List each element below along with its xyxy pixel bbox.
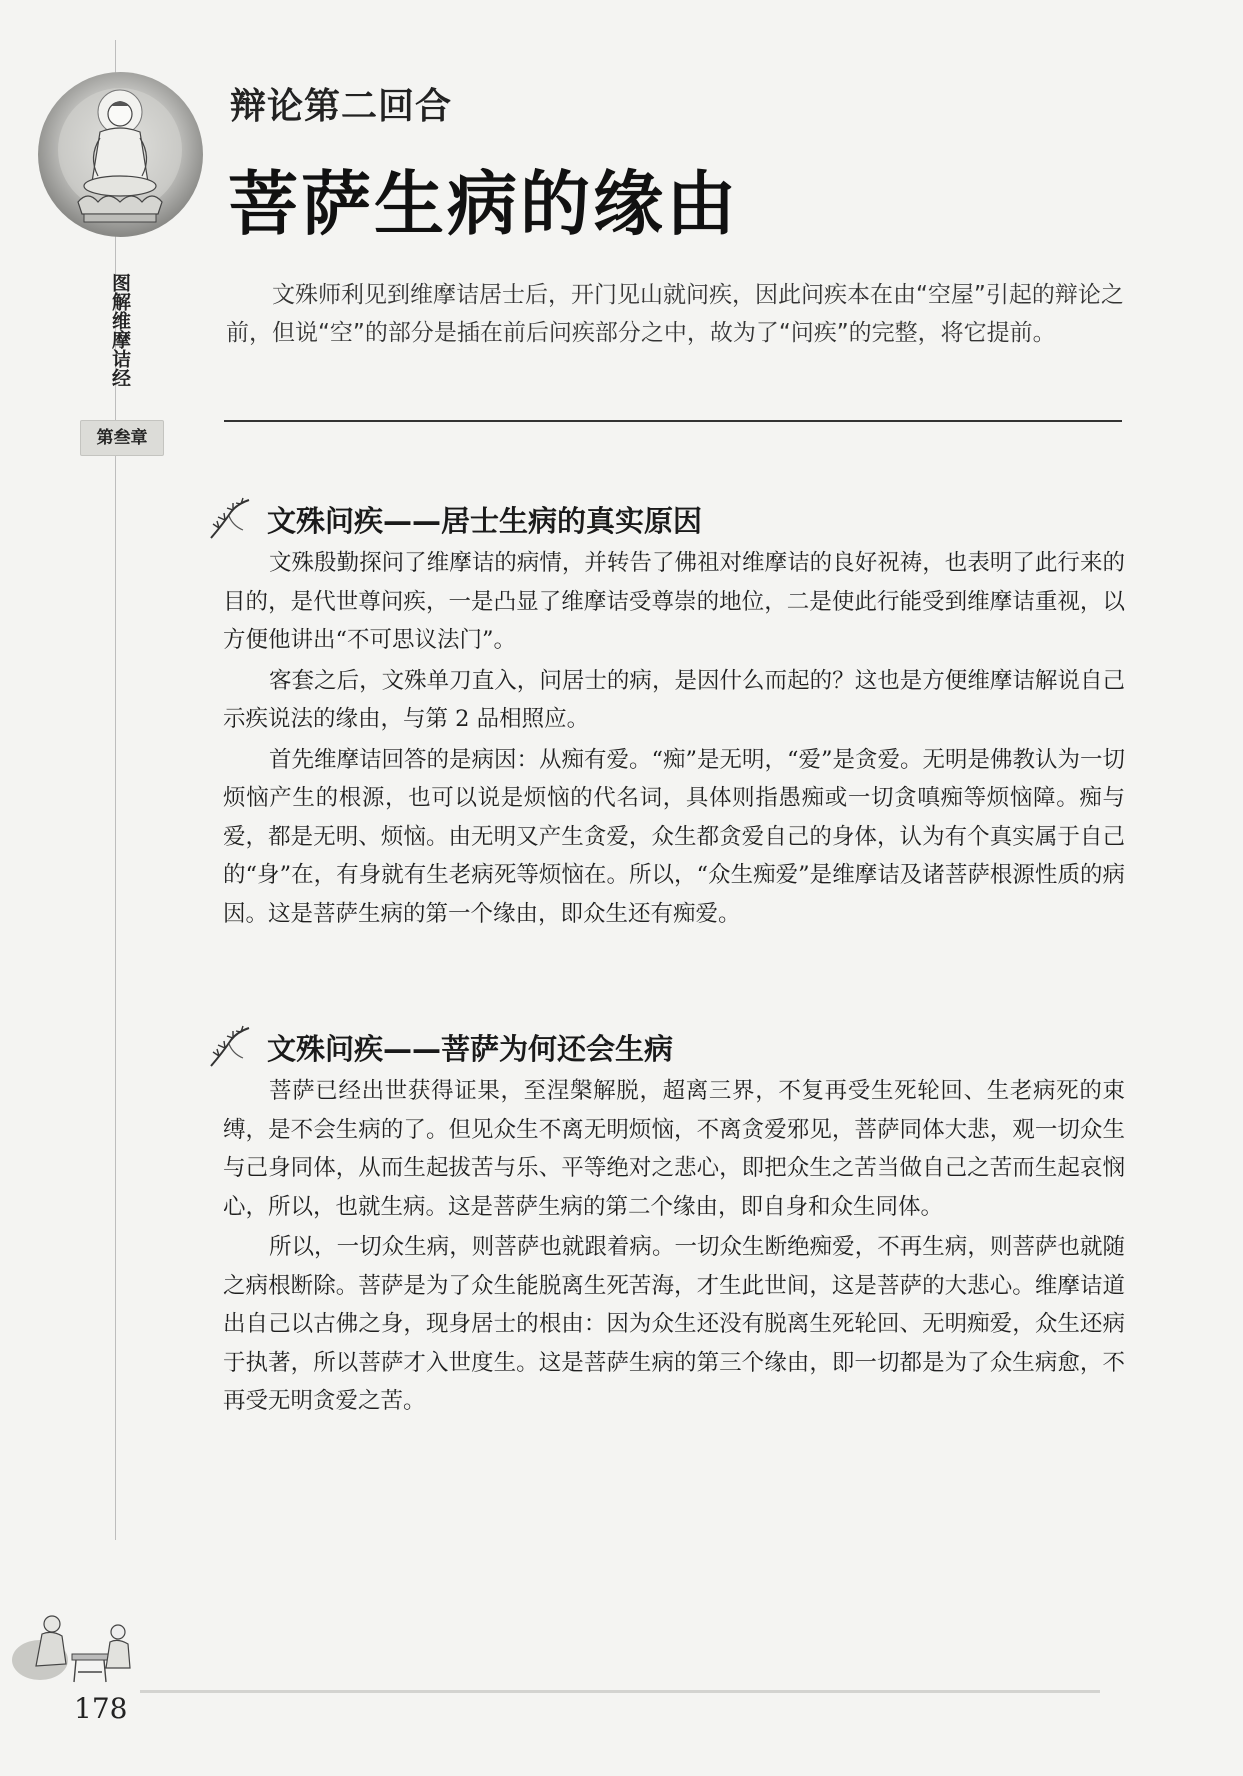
buddha-medallion-image [38,72,203,237]
section-heading [205,494,1125,544]
chapter-tab: 第叁章 [80,420,164,456]
section-heading [205,1022,1125,1072]
footer-rule [140,1690,1100,1693]
scholars-illustration-image [6,1602,146,1692]
section-2 [205,1022,1125,1423]
body-paragraph: 文殊殷勤探问了维摩诘的病情，并转告了佛祖对维摩诘的良好祝祷，也表明了此行来的目的，是代世尊问疾，一是凸显了维摩诘受尊崇的地位，二是使此行能受到维摩诘重视，以方便他讲出“不可思议法门”。 [223,550,1125,653]
section-title: 文殊问疾——居士生病的真实原因 [267,503,703,538]
pine-branch-icon [205,1022,257,1072]
body-paragraph: 所以，一切众生病，则菩萨也就跟着病。一切众生断绝痴爱，不再生病，则菩萨也就随之病根断除。菩萨是为了众生能脱离生死苦海，才生此世间，这是菩萨的大悲心。维摩诘道出自己以古佛之身，现身居士的根由：因为众生还没有脱离生死轮回、无明痴爱，众生还病于执著，所以菩萨才入世度生。这是菩萨生病的第三个缘由，即一切都是为了众生病愈，不再受无明贪爱之苦。 [223,1234,1125,1414]
section-kicker: 辩论第二回合 [230,85,453,127]
body-paragraph: 首先维摩诘回答的是病因：从痴有爱。“痴”是无明，“爱”是贪爱。无明是佛教认为一切烦恼产生的根源，也可以说是烦恼的代名词，具体则指愚痴或一切贪嗔痴等烦恼障。痴与爱，都是无明、烦恼。由无明又产生贪爱，众生都贪爱自己的身体，认为有个真实属于自己的“身”在，有身就有生老病死等烦恼在。所以，“众生痴爱”是维摩诘及诸菩萨根源性质的病因。这是菩萨生病的第一个缘由，即众生还有痴爱。 [223,746,1126,927]
section-1 [205,494,1125,935]
page-number: 178 [74,1692,128,1725]
body-paragraph: 菩萨已经出世获得证果，至涅槃解脱，超离三界，不复再受生死轮回、生老病死的束缚，是不会生病的了。但见众生不离无明烦恼，不离贪爱邪见，菩萨同体大悲，观一切众生与己身同体，从而生起拔苦与乐、平等绝对之悲心，即把众生之苦当做自己之苦而生起哀悯心，所以，也就生病。这是菩萨生病的第二个缘由，即自身和众生同体。 [223,1078,1125,1220]
intro-paragraph: 文殊师利见到维摩诘居士后，开门见山就问疾，因此问疾本在由“空屋”引起的辩论之前，但说“空”的部分是插在前后问疾部分之中，故为了“问疾”的完整，将它提前。 [226,282,1124,346]
body-paragraph: 客套之后，文殊单刀直入，问居士的病，是因什么而起的？这也是方便维摩诘解说自己示疾说法的缘由，与第 2 品相照应。 [223,667,1125,732]
pine-branch-icon [205,494,257,544]
book-title-vertical: 图解维摩诘经 [109,273,131,387]
intro-divider [224,420,1122,422]
page-title: 菩萨生病的缘由 [228,162,739,245]
section-title: 文殊问疾——菩萨为何还会生病 [267,1031,674,1066]
